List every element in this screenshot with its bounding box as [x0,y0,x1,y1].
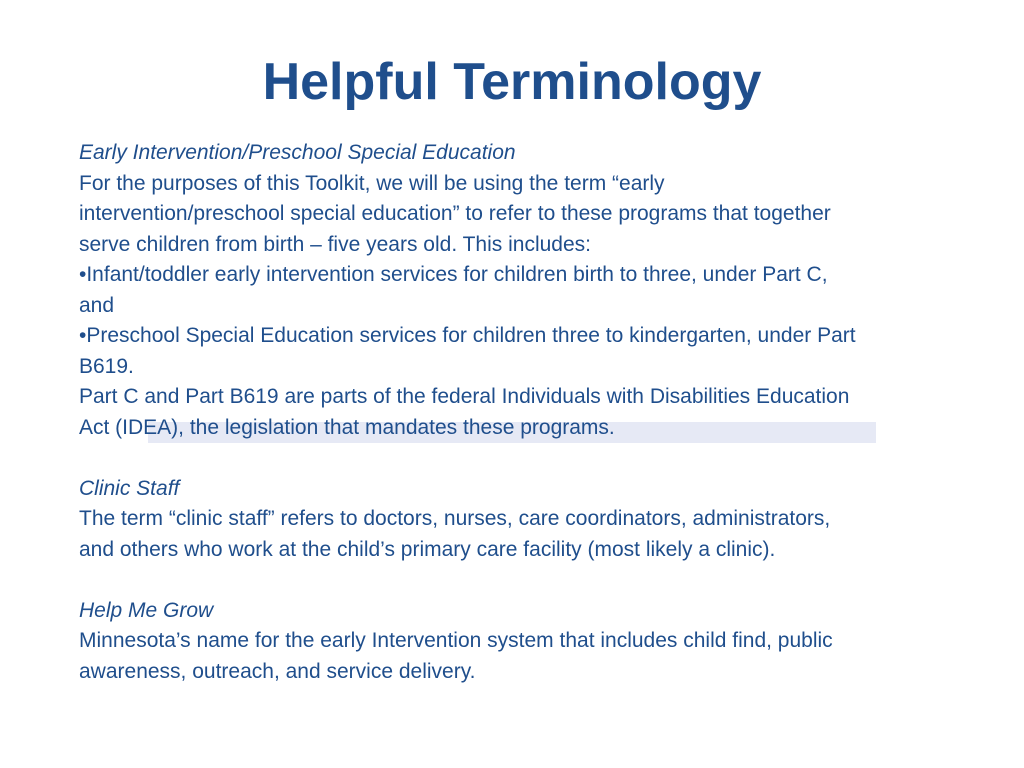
term-section-early-intervention [79,138,969,443]
body-line: serve children from birth – five years old. This includes: [79,232,591,256]
spacer [79,443,969,474]
bullet-line: B619. [79,354,134,378]
body-line: Part C and Part B619 are parts of the federal Individuals with Disabilities Education [79,385,850,408]
body-line: and others who work at the child’s primary care facility (most likely a clinic). [79,537,776,561]
term-section-help-me-grow [79,596,969,688]
term-heading: Clinic Staff [79,476,180,500]
bullet-line: and [79,293,115,317]
body-line: For the purposes of this Toolkit, we will be using the term “early [79,171,665,195]
body-line: Act (IDEA), the legislation that mandates these programs. [79,415,615,439]
term-heading: Help Me Grow [79,598,214,622]
slide-title: Helpful Terminology [262,53,762,111]
bullet-line: •Preschool Special Education services for children three to kindergarten, under Part [79,324,856,347]
term-heading: Early Intervention/Preschool Special Education [79,141,516,164]
spacer [79,565,969,596]
body-line: awareness, outreach, and service delivery. [79,659,476,683]
body-line: The term “clinic staff” refers to doctors, nurses, care coordinators, administrators, [79,507,831,530]
bullet-line: •Infant/toddler early intervention services for children birth to three, under Part C, [79,263,828,286]
body-line: Minnesota’s name for the early Intervention system that includes child find, public [79,629,833,652]
term-section-clinic-staff [79,474,969,566]
slide-body [79,138,969,687]
body-line: intervention/preschool special education” to refer to these programs that together [79,202,831,225]
